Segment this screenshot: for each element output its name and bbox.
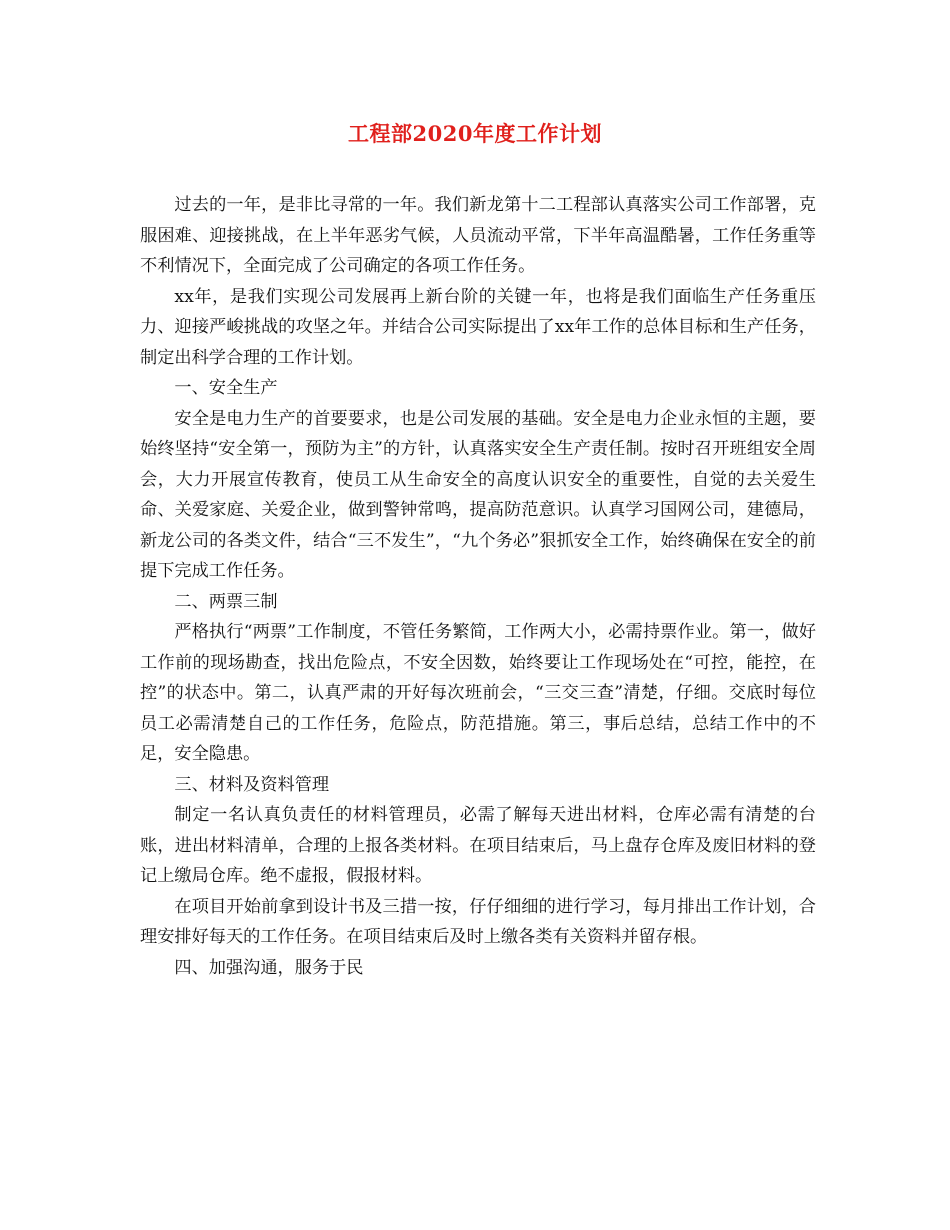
paragraph-materials-management: 制定一名认真负责任的材料管理员，必需了解每天进出材料，仓库必需有清楚的台账，进出材料清单，合理的上报各类材料。在项目结束后，马上盘存仓库及废旧材料的登记上缴局仓库。绝不虚报，假报材料。 — [140, 805, 816, 886]
paragraph-intro: 过去的一年，是非比寻常的一年。我们新龙第十二工程部认真落实公司工作部署，克服困难、迎接挑战，在上半年恶劣气候，人员流动平常，下半年高温酷暑，工作任务重等不利情况下，全面完成了公司确定的各项工作任务。 — [140, 195, 816, 276]
document-body — [140, 190, 816, 983]
heading-safety-production: 一、安全生产 — [174, 378, 278, 398]
paragraph-two-tickets-three-systems: 严格执行“两票”工作制度，不管任务繁简，工作两大小，必需持票作业。第一，做好工作前的现场勘查，找出危险点，不安全因数，始终要让工作现场处在“可控，能控，在控”的状态中。第二，认真严肃的开好每次班前会，“三交三查”清楚，仔细。交底时每位员工必需清楚自己的工作任务，危险点，防范措施。第三，事后总结，总结工作中的不足，安全隐患。 — [140, 622, 816, 764]
paragraph-safety-production: 安全是电力生产的首要要求，也是公司发展的基础。安全是电力企业永恒的主题，要始终坚持“安全第一，预防为主”的方针，认真落实安全生产责任制。按时召开班组安全周会，大力开展宣传教育，使员工从生命安全的高度认识安全的重要性，自觉的去关爱生命、关爱家庭、关爱企业，做到警钟常鸣，提高防范意识。认真学习国网公司，建德局，新龙公司的各类文件，结合“三不发生”，“九个务必”狠抓安全工作，始终确保在安全的前提下完成工作任务。 — [140, 408, 816, 581]
heading-communication: 四、加强沟通，服务于民 — [174, 957, 364, 978]
heading-two-tickets-three-systems: 二、两票三制 — [174, 591, 278, 612]
paragraph-documents-management: 在项目开始前拿到设计书及三措一按，仔仔细细的进行学习，每月排出工作计划，合理安排好每天的工作任务。在项目结束后及时上缴各类有关资料并留存根。 — [140, 896, 816, 947]
paragraph-goals: xx年，是我们实现公司发展再上新台阶的关键一年，也将是我们面临生产任务重压力、迎接严峻挑战的攻坚之年。并结合公司实际提出了xx年工作的总体目标和生产任务，制定出科学合理的工作计划。 — [140, 286, 816, 368]
document-title: 工程部2020年度工作计划 — [348, 121, 602, 146]
heading-materials-management: 三、材料及资料管理 — [174, 774, 330, 795]
